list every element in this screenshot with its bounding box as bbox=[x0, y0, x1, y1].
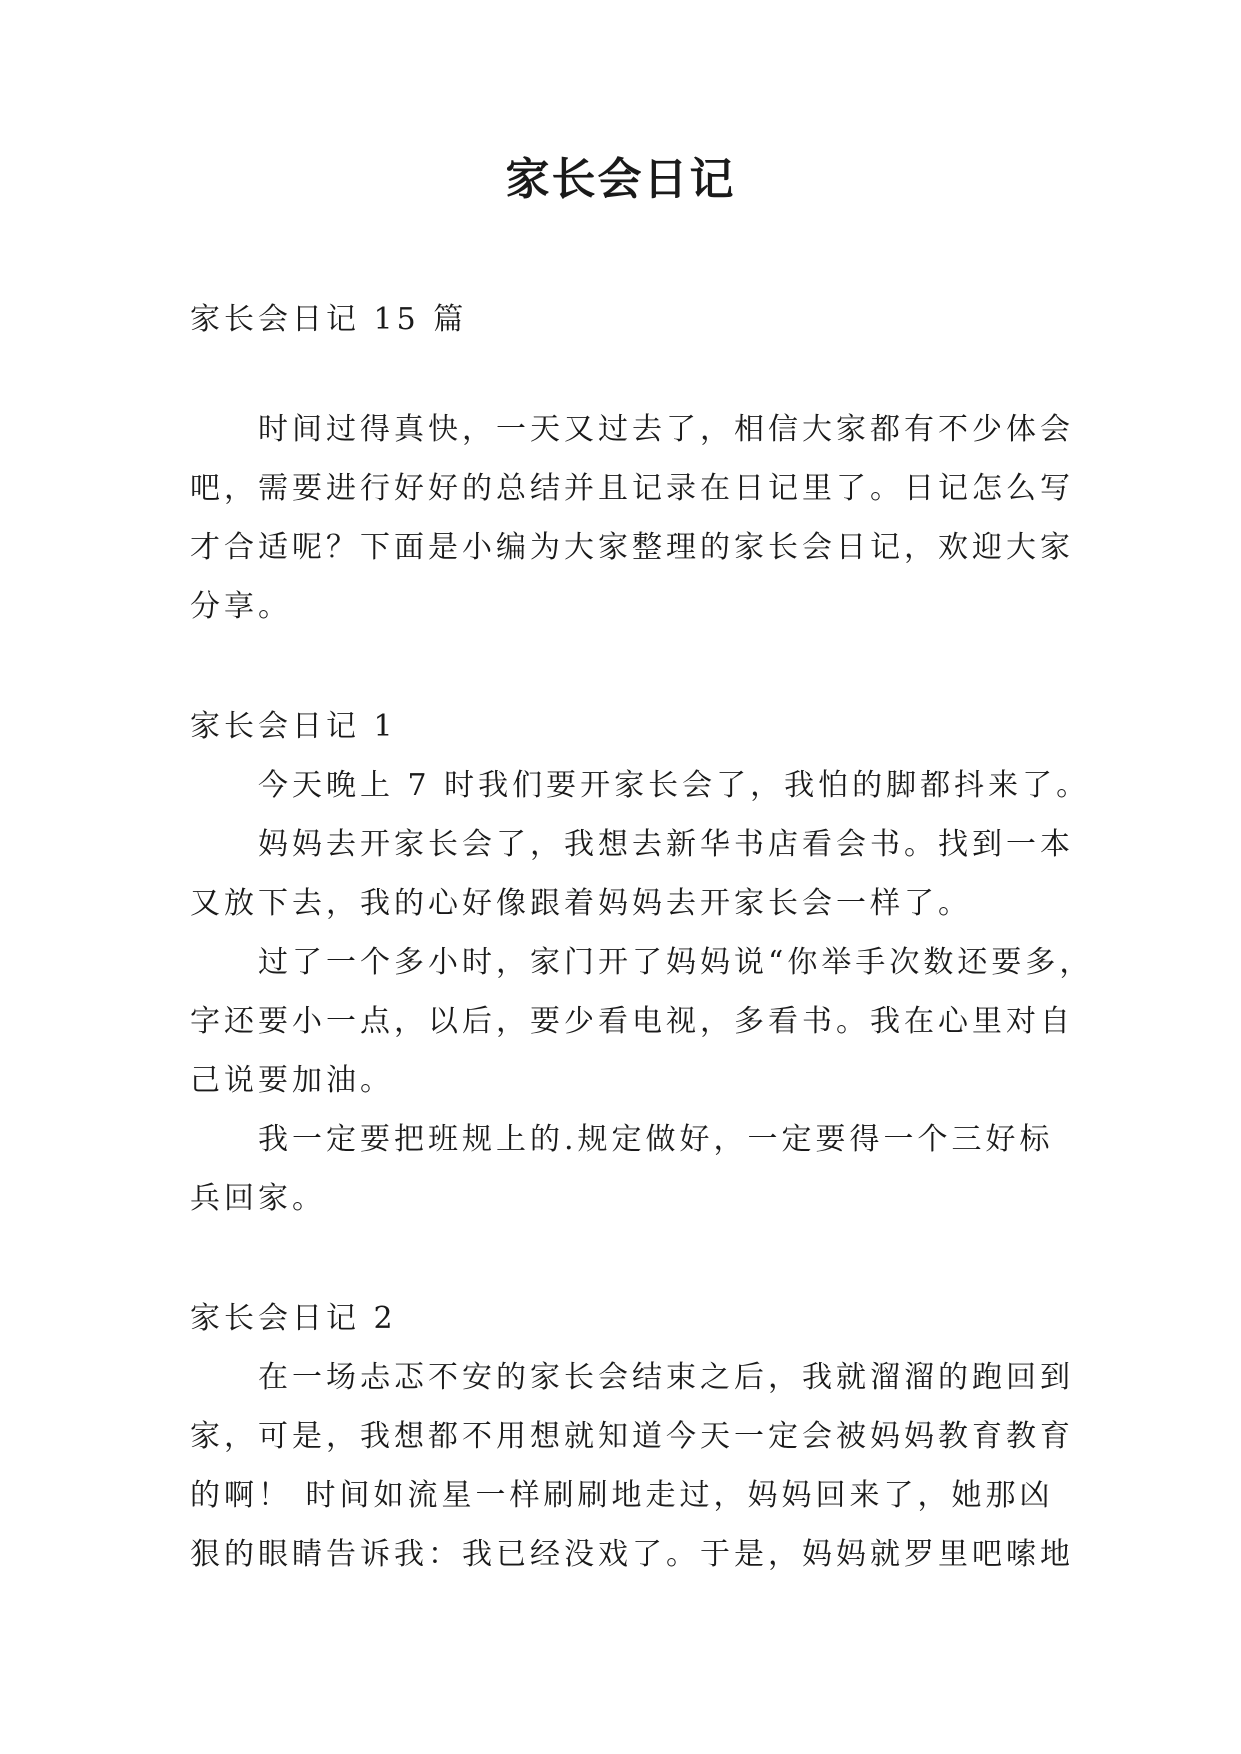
intro-line: 才合适呢？下面是小编为大家整理的家长会日记，欢迎大家 bbox=[190, 530, 1074, 565]
diary1-line: 妈妈去开家长会了，我想去新华书店看会书。找到一本 bbox=[258, 827, 1074, 862]
intro-line: 时间过得真快，一天又过去了，相信大家都有不少体会 bbox=[258, 412, 1074, 447]
diary1-line: 又放下去，我的心好像跟着妈妈去开家长会一样了。 bbox=[190, 886, 972, 921]
diary2-line: 家，可是，我想都不用想就知道今天一定会被妈妈教育教育 bbox=[190, 1419, 1074, 1454]
intro-line: 吧，需要进行好好的总结并且记录在日记里了。日记怎么写 bbox=[190, 471, 1074, 506]
diary2-line: 的啊！ 时间如流星一样刷刷地走过，妈妈回来了，她那凶 bbox=[190, 1478, 1054, 1513]
diary2-heading: 家长会日记 2 bbox=[190, 1301, 397, 1336]
diary1-line: 兵回家。 bbox=[190, 1181, 326, 1216]
diary2-line: 在一场忐忑不安的家长会结束之后，我就溜溜的跑回到 bbox=[258, 1360, 1074, 1395]
diary1-line: 过了一个多小时，家门开了妈妈说“你举手次数还要多， bbox=[258, 945, 1094, 980]
diary1-line: 今天晚上 7 时我们要开家长会了，我怕的脚都抖来了。 bbox=[258, 768, 1091, 803]
diary1-heading: 家长会日记 1 bbox=[190, 709, 397, 744]
diary2-line: 狠的眼睛告诉我：我已经没戏了。于是，妈妈就罗里吧嗦地 bbox=[190, 1537, 1074, 1572]
intro-line: 分享。 bbox=[190, 589, 292, 624]
diary1-line: 己说要加油。 bbox=[190, 1063, 394, 1098]
subtitle: 家长会日记 15 篇 bbox=[190, 302, 468, 337]
document-title: 家长会日记 bbox=[505, 154, 736, 205]
diary1-line: 我一定要把班规上的.规定做好，一定要得一个三好标 bbox=[258, 1122, 1054, 1157]
diary1-line: 字还要小一点，以后，要少看电视，多看书。我在心里对自 bbox=[190, 1004, 1074, 1039]
